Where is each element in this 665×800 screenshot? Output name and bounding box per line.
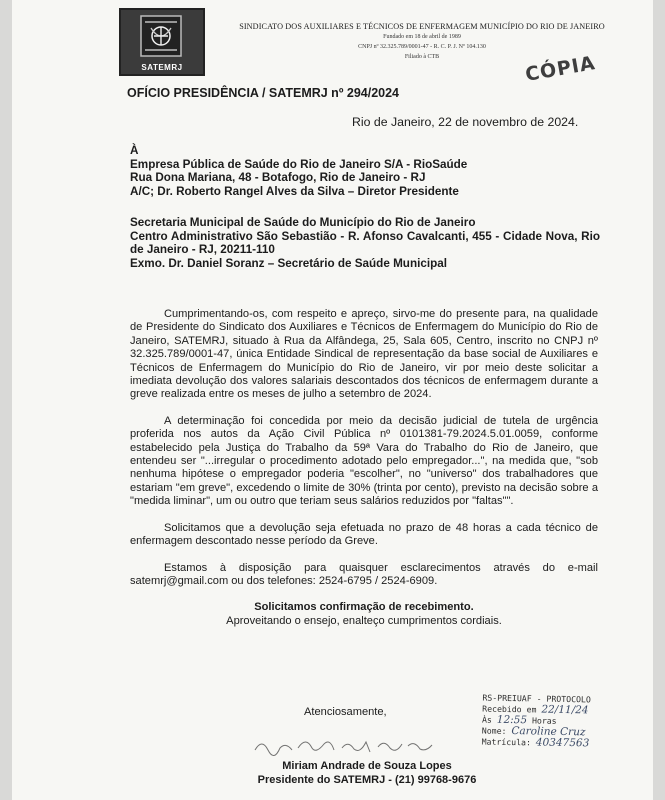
closing-salutation: Atenciosamente,	[304, 706, 387, 718]
recipient-to: À	[130, 144, 139, 157]
date-line: Rio de Janeiro, 22 de novembro de 2024.	[352, 115, 579, 129]
confirmation-request: Solicitamos confirmação de recebimento.	[254, 601, 474, 614]
body-paragraph-4: Estamos à disposição para quaisquer esclarecimentos através do e-mail satemrj@gmail.com ou dos telefones: 2524-6795 / 2524-6909.	[130, 561, 598, 587]
union-emblem-icon	[139, 14, 183, 58]
receiver-name: Caroline Cruz	[511, 725, 586, 739]
handwritten-signature	[250, 730, 450, 760]
received-date: 22/11/24	[541, 703, 589, 717]
recipient-2-line-1: Secretaria Municipal de Saúde do Município do Rio de Janeiro	[130, 216, 476, 229]
body-paragraph-1: Cumprimentando-os, com respeito e apreço, sirvo-me do presente para, na qualidade de Presidente do Sindicato dos Auxiliares e Técnicos de Enfermagem do Município do Rio de Janeiro, SATEMRJ, situado à Rua da Alfândega, 25, Sala 605, Centro, inscrito no CNPJ nº 32.325.789/0001-47, única Entidade Sindical de representação da base social de Auxiliares e Técnicos de Enfermagem do Município do Rio de Janeiro, vir por meio deste solicitar a imediata devolução dos valores salariais descontados dos técnicos de enfermagem durante a greve realizada entre os meses de julho a setembro de 2024.	[130, 308, 598, 401]
document-page	[12, 0, 653, 800]
founded-line: Fundado em 18 de abril de 1989	[383, 34, 461, 40]
recipient-1-line-1: Empresa Pública de Saúde do Rio de Janeiro S/A - RioSaúde	[130, 157, 468, 171]
time-value: 12:55	[496, 713, 528, 727]
time-label: Às	[481, 714, 492, 725]
signatory	[252, 759, 482, 787]
recipient-2-line-2: Centro Administrativo São Sebastião - R. Afonso Cavalcanti, 455 - Cidade Nova, Rio de Janeiro - RJ, 20211-110	[130, 229, 600, 256]
received-label: Recebido em	[482, 703, 537, 715]
protocol-stamp	[482, 693, 653, 751]
recipients-block	[130, 144, 600, 270]
oficio-number: OFÍCIO PRESIDÊNCIA / SATEMRJ nº 294/2024	[127, 86, 399, 100]
time-suffix: Horas	[531, 715, 557, 726]
signatory-name: Miriam Andrade de Souza Lopes	[282, 760, 452, 772]
copy-stamp: CÓPIA	[523, 52, 598, 86]
body-paragraph-2: A determinação foi concedida por meio da decisão judicial de tutela de urgência proferida nos autos da Ação Civil Pública nº 0101381-79.2024.5.01.0059, conforme estabelecido pela Justiça do Trabalho da 59ª Vara do Trabalho do Rio de Janeiro, que entendeu ser "...irregular o procedimento adotado pelo empregador...", na medida que, "sob nenhuma hipótese o empregador poderia "escolher", no "universo" dos trabalhadores que estariam "em greve", excedendo o limite de 30% (trinta por cento), previsto na decisão sobre a "medida liminar", um ou outro que teriam seus salários reduzidos por "faltas"".	[130, 414, 598, 508]
recipient-1-line-3: A/C; Dr. Roberto Rangel Alves da Silva – Diretor Presidente	[130, 184, 459, 198]
signatory-title: Presidente do SATEMRJ - (21) 99768-9676	[257, 774, 477, 786]
recipient-2-line-3: Exmo. Dr. Daniel Soranz – Secretário de Saúde Municipal	[130, 256, 447, 270]
recipient-1-line-2: Rua Dona Mariana, 48 - Botafogo, Rio de Janeiro - RJ	[130, 171, 426, 184]
registration-label: Matrícula:	[481, 736, 532, 748]
registration-value: 40347563	[535, 736, 590, 750]
letter-body	[130, 308, 598, 628]
name-label: Nome:	[481, 725, 507, 736]
union-name: SINDICATO DOS AUXILIARES E TÉCNICOS DE ENFERMAGEM MUNICÍPIO DO RIO DE JANEIRO	[239, 22, 605, 31]
registry-line: CNPJ nº 32.325.789/0001-47 - R. C. P. J. Nº 104.130	[358, 44, 486, 50]
body-paragraph-3: Solicitamos que a devolução seja efetuada no prazo de 48 horas a cada técnico de enfermagem descontado nesse período da Greve.	[130, 521, 598, 548]
protocol-registration-row	[482, 737, 652, 751]
cordial-closing: Aproveitando o ensejo, enalteço cumprimentos cordiais.	[226, 614, 502, 627]
union-logo	[119, 8, 205, 76]
logo-label: SATEMRJ	[141, 63, 183, 72]
affiliation-line: Filiado à CTB	[404, 54, 440, 60]
protocol-header: RS-PREIUAF - PROTOCOLO	[482, 692, 591, 705]
